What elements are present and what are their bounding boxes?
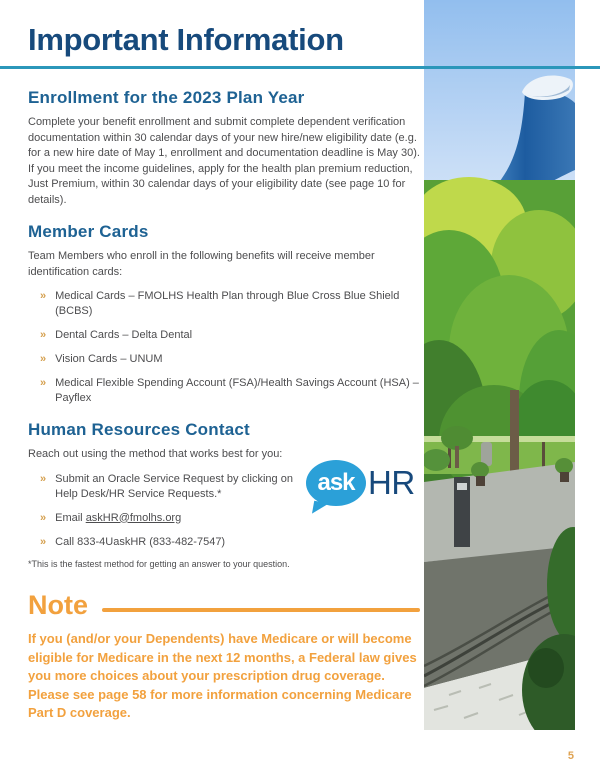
email-link[interactable]: askHR@fmolhs.org <box>85 511 182 524</box>
page-title: Important Information <box>28 22 344 57</box>
hr-contact-heading: Human Resources Contact <box>28 420 250 439</box>
list-item <box>40 472 312 502</box>
list-item-text: Dental Cards – Delta Dental <box>55 329 193 341</box>
list-item-text: Medical Flexible Spending Account (FSA)/Health Savings Account (HSA) – Payflex <box>55 377 419 404</box>
list-item <box>40 535 312 550</box>
note-body: If you (and/or your Dependents) have Medicare or will become eligible for Medicare in the next 12 months, a Federal law gives you more choices about your prescription drug coverage. Please see page 58 for more information concerning Medicare Part D coverage. <box>28 631 417 720</box>
page-number: 5 <box>567 750 574 762</box>
list-item-text: Submit an Oracle Service Request by clicking on Help Desk/HR Service Requests.* <box>55 472 293 500</box>
hr-contact-intro: Reach out using the method that works best for you: <box>28 448 283 460</box>
chevron-bullet-icon: » <box>40 511 47 524</box>
hr-contact-list <box>28 472 312 550</box>
chevron-bullet-icon: » <box>40 290 47 302</box>
speech-bubble-icon <box>306 460 366 506</box>
chevron-bullet-icon: » <box>40 329 47 341</box>
note-rule <box>102 608 420 612</box>
email-label: Email <box>55 511 86 524</box>
list-item-text: Medical Cards – FMOLHS Health Plan through Blue Cross Blue Shield (BCBS) <box>55 290 400 317</box>
chevron-bullet-icon: » <box>40 377 47 389</box>
list-item <box>40 328 420 343</box>
member-cards-list <box>28 289 420 406</box>
member-cards-intro: Team Members who enroll in the following benefits will receive member identification cards: <box>28 250 375 278</box>
list-item <box>40 511 312 526</box>
main-content <box>28 88 420 583</box>
askhr-logo-hr-text: HR <box>368 464 415 501</box>
section-hr-contact <box>28 420 420 569</box>
title-underline <box>0 66 600 69</box>
enrollment-body: Complete your benefit enrollment and submit complete dependent verification documentation within 30 calendar days of your new hire/new eligibility date (e.g. for a new hire date of May 1, enrollment and documentation deadline is May 30). If you meet the income guidelines, apply for the health plan premium reduction, Just Premium, within 30 calendar days of your eligibility date (see page 10 for details). <box>28 116 420 206</box>
footnote: *This is the fastest method for getting an answer to your question. <box>28 558 290 569</box>
section-enrollment <box>28 88 420 208</box>
campus-photo-illustration <box>424 0 575 730</box>
campus-photo <box>424 0 575 730</box>
chevron-bullet-icon: » <box>40 472 47 485</box>
enrollment-heading: Enrollment for the 2023 Plan Year <box>28 88 305 107</box>
askhr-logo <box>306 460 415 506</box>
chevron-bullet-icon: » <box>40 353 47 365</box>
speech-bubble-tail-icon <box>312 501 329 516</box>
list-item <box>40 289 420 319</box>
member-cards-heading: Member Cards <box>28 222 149 241</box>
list-item-text <box>55 511 181 526</box>
note-header <box>28 590 420 621</box>
list-item-text: Call 833-4UaskHR (833-482-7547) <box>55 535 226 548</box>
askhr-logo-ask-text: ask <box>317 469 355 496</box>
chevron-bullet-icon: » <box>40 535 47 548</box>
note-section <box>28 590 420 736</box>
note-heading: Note <box>28 590 88 620</box>
list-item-text: Vision Cards – UNUM <box>55 353 163 365</box>
list-item <box>40 352 420 367</box>
list-item <box>40 376 420 406</box>
section-member-cards <box>28 222 420 406</box>
